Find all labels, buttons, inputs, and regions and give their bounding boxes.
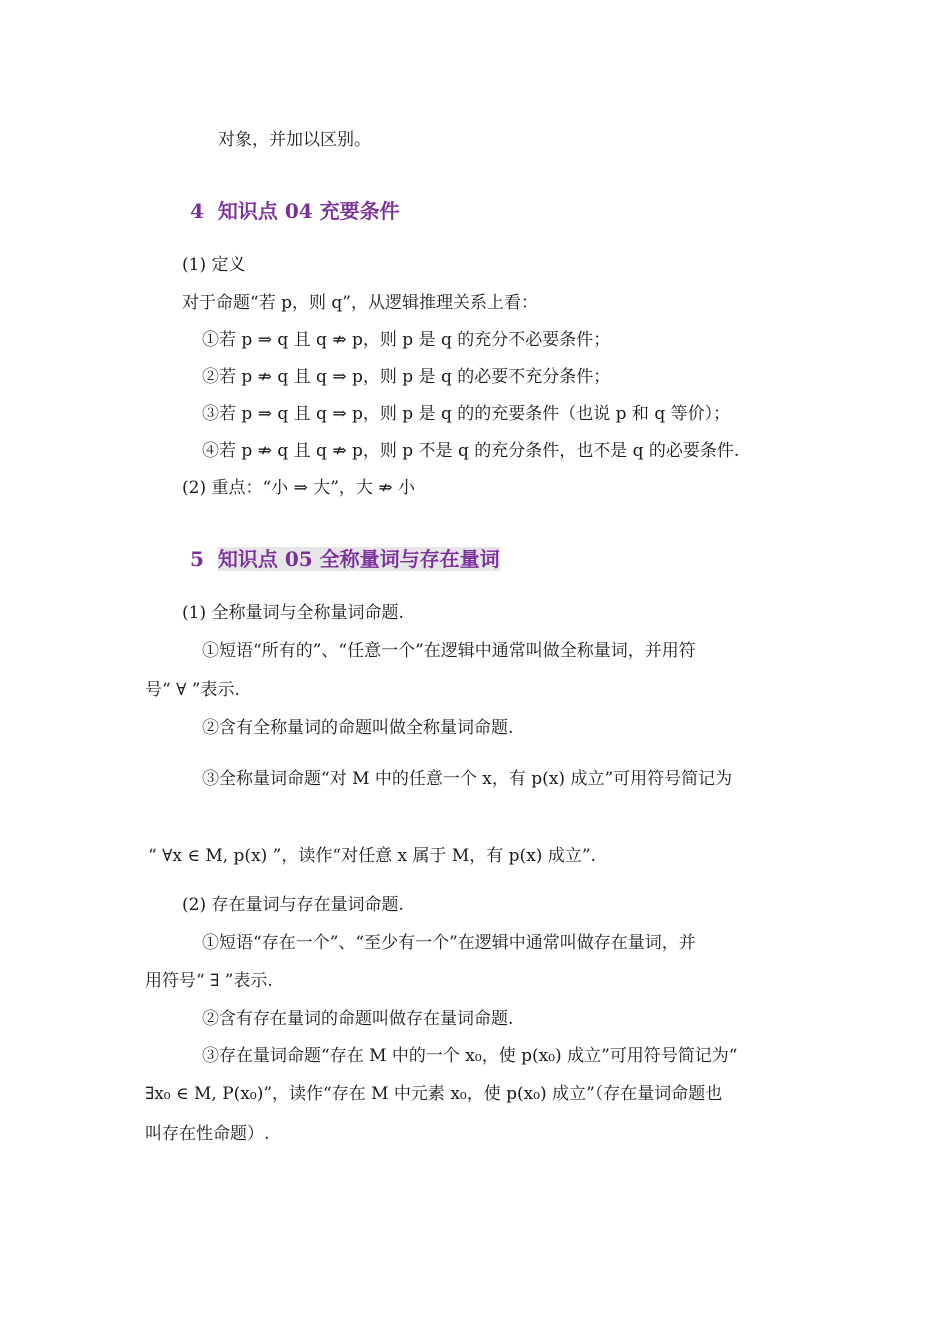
section-5-subheading-2: (2) 存在量词与存在量词命题. [182, 895, 404, 915]
section-4-intro: 对于命题“若 p，则 q”，从逻辑推理关系上看： [182, 293, 538, 313]
section-5-number: 5 [190, 547, 204, 571]
section-4-item-4: ④若 p ⇏ q 且 q ⇏ p，则 p 不是 q 的充分条件，也不是 q 的必要条件. [202, 441, 740, 461]
section-5-exist-2: ②含有存在量词的命题叫做存在量词命题. [202, 1009, 514, 1029]
section-5-para-1a: ①短语“所有的”、“任意一个”在逻辑中通常叫做全称量词，并用符 [202, 641, 696, 661]
section-4-subheading-1: (1) 定义 [182, 255, 246, 275]
section-5-heading [190, 545, 500, 573]
section-5-exist-1a: ①短语“存在一个”、“至少有一个”在逻辑中通常叫做存在量词，并 [202, 933, 696, 953]
section-5-exist-3: ③存在量词命题“存在 M 中的一个 x₀，使 p(x₀) 成立”可用符号简记为“ [202, 1046, 738, 1066]
section-5-exist-1b: 用符号“ ∃ ”表示. [145, 971, 273, 991]
continuation-text: 对象，并加以区别。 [218, 130, 371, 150]
section-5-exist-5: 叫存在性命题）. [145, 1124, 270, 1144]
section-5-subheading-1: (1) 全称量词与全称量词命题. [182, 603, 404, 623]
section-4-item-1: ①若 p ⇒ q 且 q ⇏ p，则 p 是 q 的充分不必要条件； [202, 330, 611, 350]
section-5-para-4: “ ∀x ∈ M, p(x) ”，读作“对任意 x 属于 M，有 p(x) 成立”. [148, 846, 596, 866]
section-4-item-2: ②若 p ⇏ q 且 q ⇒ p，则 p 是 q 的必要不充分条件； [202, 367, 611, 387]
section-5-para-3: ③全称量词命题“对 M 中的任意一个 x，有 p(x) 成立”可用符号简记为 [202, 769, 733, 789]
section-4-subheading-2: (2) 重点：“小 ⇒ 大”，大 ⇏ 小 [182, 478, 415, 498]
section-5-exist-4: ∃x₀ ∈ M, P(x₀)”，读作“存在 M 中元素 x₀，使 p(x₀) 成立”（存在量词命题也 [145, 1084, 723, 1104]
section-4-title: 知识点 04 充要条件 [217, 199, 400, 223]
section-5-title: 知识点 05 全称量词与存在量词 [217, 547, 500, 571]
section-5-para-1b: 号“ ∀ ”表示. [145, 680, 240, 700]
section-4-heading [190, 197, 400, 225]
section-5-para-2: ②含有全称量词的命题叫做全称量词命题. [202, 718, 514, 738]
section-4-item-3: ③若 p ⇒ q 且 q ⇒ p，则 p 是 q 的的充要条件（也说 p 和 q 等价）； [202, 404, 731, 424]
section-4-number: 4 [190, 199, 204, 223]
